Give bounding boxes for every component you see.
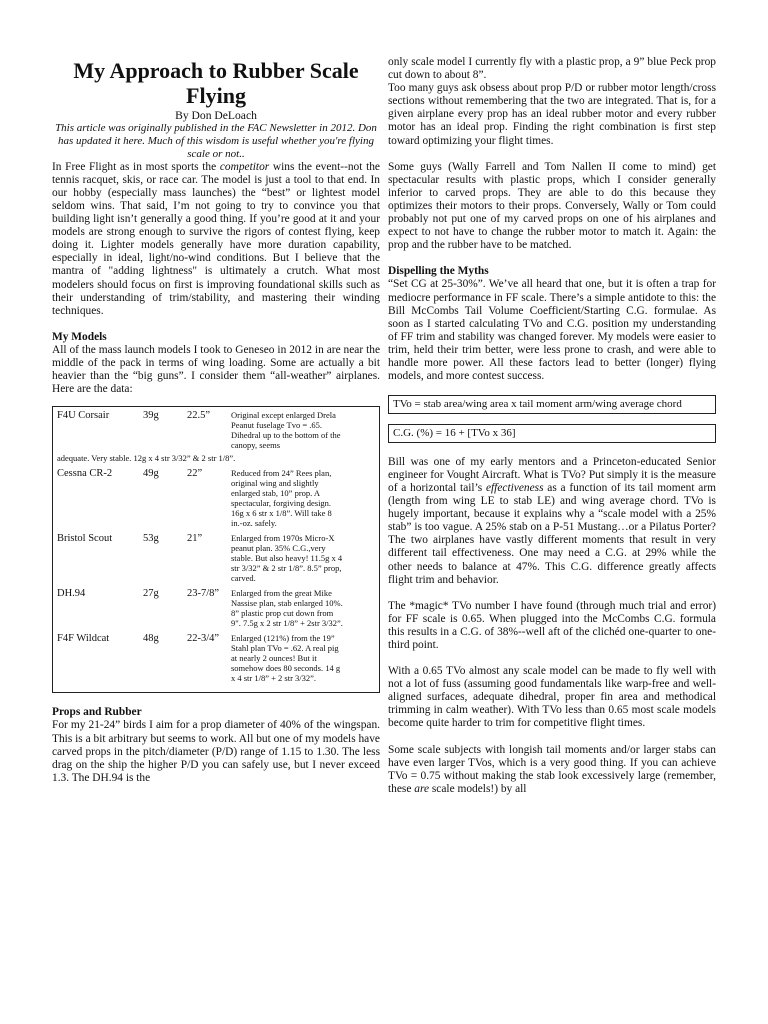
- model-span: 22”: [187, 468, 203, 480]
- props-heading: Props and Rubber: [52, 706, 142, 719]
- table-row: [57, 468, 375, 528]
- tvo-formula-box: TVo = stab area/wing area x tail moment arm/wing average chord: [388, 395, 716, 414]
- model-span: 21”: [187, 533, 203, 545]
- magic-tvo-paragraph: The *magic* TVo number I have found (through much trial and error) for FF scale is 0.65. When plugged into the McCombs C.G. formula this results in a C.G. of 38%--well aft of the clichéd one-quarter to one-third point.: [388, 599, 716, 651]
- models-heading: My Models: [52, 330, 107, 343]
- intro-paragraph: In Free Flight as in most sports the competitor wins the event--not the tennis racquet, skis, or race car. The model is just a tool to that end. In our hobby (especially mass launches) the “best” or lightest model seldom wins. That said, I’m not going to try to convince you that building light isn’t generally a good thing. If you’re good at it and your models are strong enough to survive the rigors of contest flying, keep doing it. Lighter models generally have more duration capability, especially in ideal, light/no-wind conditions. But I believe that the mantra of "adding lightness" is ultimately a crutch. What most modelers should focus on first is improving foundational skills such as their understanding of trim/stability, and mastering their winding techniques.: [52, 160, 380, 317]
- model-note: Enlarged from 1970s Micro-X peanut plan. 35% C.G.,very stable. But also heavy! 11.5g x 4 str 3/32” & 2 str 1/8”. 8.5” prop, carved.: [231, 533, 343, 584]
- table-row: [57, 633, 375, 683]
- model-note: Reduced from 24” Rees plan, original wing and slightly enlarged stab, 10” prop. A spectacular, forgiving design. 16g x 6 str x 1/8”. Will take 8 in.-oz. safely.: [231, 468, 332, 529]
- props-paragraph: For my 21-24” birds I aim for a prop diameter of 40% of the wingspan. This is a bit arbitrary but seems to work. All but one of my models have carved props in the pitch/diameter (P/D) range of 1.15 to 1.30. The less drag on the ship the higher P/D you can safely use, but I never exceed 1.3. The DH.94 is the: [52, 719, 380, 784]
- tvo-065-paragraph: With a 0.65 TVo almost any scale model can be made to fly well with not a lot of fuss (assuming good fundamentals like warp-free and well-aligned surfaces, adequate dihedral, proper fin area and methodical trimming in calm weather). With TVo less than 0.65 most scale models become quite harder to trim for competitive flight times.: [388, 665, 716, 730]
- matching-paragraph: Too many guys ask obsess about prop P/D or rubber motor length/cross sections without remembering that the two are integrated. That is, for a given airplane every prop has an ideal rubber motor and every rubber motor has an ideal prop. Finding the right combination is first step toward optimizing your flight times.: [388, 82, 716, 147]
- bill-paragraph: Bill was one of my early mentors and a Princeton-educated Senior engineer for Vought Aircraft. What is TVo? Put simply it is the measure of a horizontal tail’s effectiveness as a function of its tail moment arm (length from wing LE to stab LE) and wing average chord. TVo is hugely important, because it explains why a “scale model with a 25% stab” is too vague. A 25% stab on a P-51 Mustang…or a Pilatus Porter? The two airplanes have vastly different moments that result in very different tail effectiveness. One may need a C.G. at 29% while the other needs to balance at 47%. This C.G. difference greatly affects flight trim and behavior.: [388, 455, 716, 586]
- intro-emphasis: competitor: [219, 160, 270, 173]
- editor-note: This article was originally published in the FAC Newsletter in 2012. Don has updated it here. Much of this wisdom is useful whether you're flying scale or not..: [55, 122, 377, 160]
- model-weight: 48g: [143, 633, 159, 645]
- plastic-props-paragraph: Some guys (Wally Farrell and Tom Nallen II come to mind) get spectacular results with plastic props, which I consider generally inferior to carved props. They are able to do this because they optimizes their motors to their props. Conversely, Wally or Tom could probably not put one of my carved props on one of his airplanes and expect to not have to change the rubber motor to match it. Again: the prop and the rubber have to be matched.: [388, 160, 716, 252]
- myths-heading: Dispelling the Myths: [388, 265, 489, 278]
- model-weight: 39g: [143, 410, 159, 422]
- larger-tvo-paragraph: Some scale subjects with longish tail moments and/or larger stabs can have even larger TVos, which is a very good thing. If you can achieve TVo = 0.75 without making the stab look excessively large (remember, these are scale models!) by all: [388, 743, 716, 795]
- model-name: Cessna CR-2: [57, 468, 113, 480]
- myths-paragraph: “Set CG at 25-30%”. We’ve all heard that one, but it is often a trap for mediocre performance in FF scale. There’s a simple antidote to this: the Bill McCombs Tail Volume Coefficient/Starting C.G. formulae. As soon as I started calculating TVo and C.G. position my understanding of FF trim and stability was changed forever. My models were easier to trim, held their trim better, were less prone to crash, and were able to handle more power. All these factors lead to better (longer) flying models, and more contest success.: [388, 278, 716, 383]
- byline: By Don DeLoach: [175, 109, 257, 122]
- model-weight: 49g: [143, 468, 159, 480]
- model-weight: 27g: [143, 588, 159, 600]
- models-paragraph: All of the mass launch models I took to Geneseo in 2012 in are near the middle of the pack in terms of wing loading. Some are actually a bit heavier than the “big guns”. I consider them “all-weather” airplanes. Here are the data:: [52, 343, 380, 396]
- table-row: [57, 410, 375, 450]
- table-row: [57, 533, 375, 583]
- right-column: [388, 56, 716, 796]
- left-column: [52, 52, 380, 785]
- model-note: Enlarged from the great Mike Nassise plan, stab enlarged 10%. 8” plastic prop cut down from 9". 7.5g x 2 str 1/8” + 2str 3/32”.: [231, 588, 343, 629]
- effectiveness-emphasis: effectiveness: [485, 481, 544, 494]
- model-span: 22-3/4”: [187, 633, 220, 645]
- prop-continued-paragraph: only scale model I currently fly with a plastic prop, a 9” blue Peck prop cut down to about 8”.: [388, 56, 716, 82]
- table-row: [57, 588, 375, 628]
- model-span: 23-7/8”: [187, 588, 220, 600]
- model-name: Bristol Scout: [57, 533, 113, 545]
- article-title: My Approach to Rubber Scale Flying: [73, 58, 359, 108]
- are-emphasis: are: [414, 782, 430, 795]
- model-name: F4F Wildcat: [57, 633, 110, 645]
- model-name: F4U Corsair: [57, 410, 110, 422]
- model-note: Enlarged (121%) from the 19” Stahl plan TVo = .62. A real pig at nearly 2 ounces! But it somehow does 80 seconds. 14 g x 4 str 1/8” + 2 str 3/32”.: [231, 633, 341, 684]
- model-span: 22.5”: [187, 410, 211, 422]
- model-note-continued: adequate. Very stable. 12g x 4 str 3/32” & 2 str 1/8”.: [57, 453, 236, 464]
- model-name: DH.94: [57, 588, 86, 600]
- model-weight: 53g: [143, 533, 159, 545]
- models-table: [52, 406, 380, 693]
- cg-formula-box: C.G. (%) = 16 + [TVo x 36]: [388, 424, 716, 443]
- model-note: Original except enlarged Drela Peanut fuselage Tvo = .65. Dihedral up to the bottom of the canopy, seems: [231, 410, 341, 451]
